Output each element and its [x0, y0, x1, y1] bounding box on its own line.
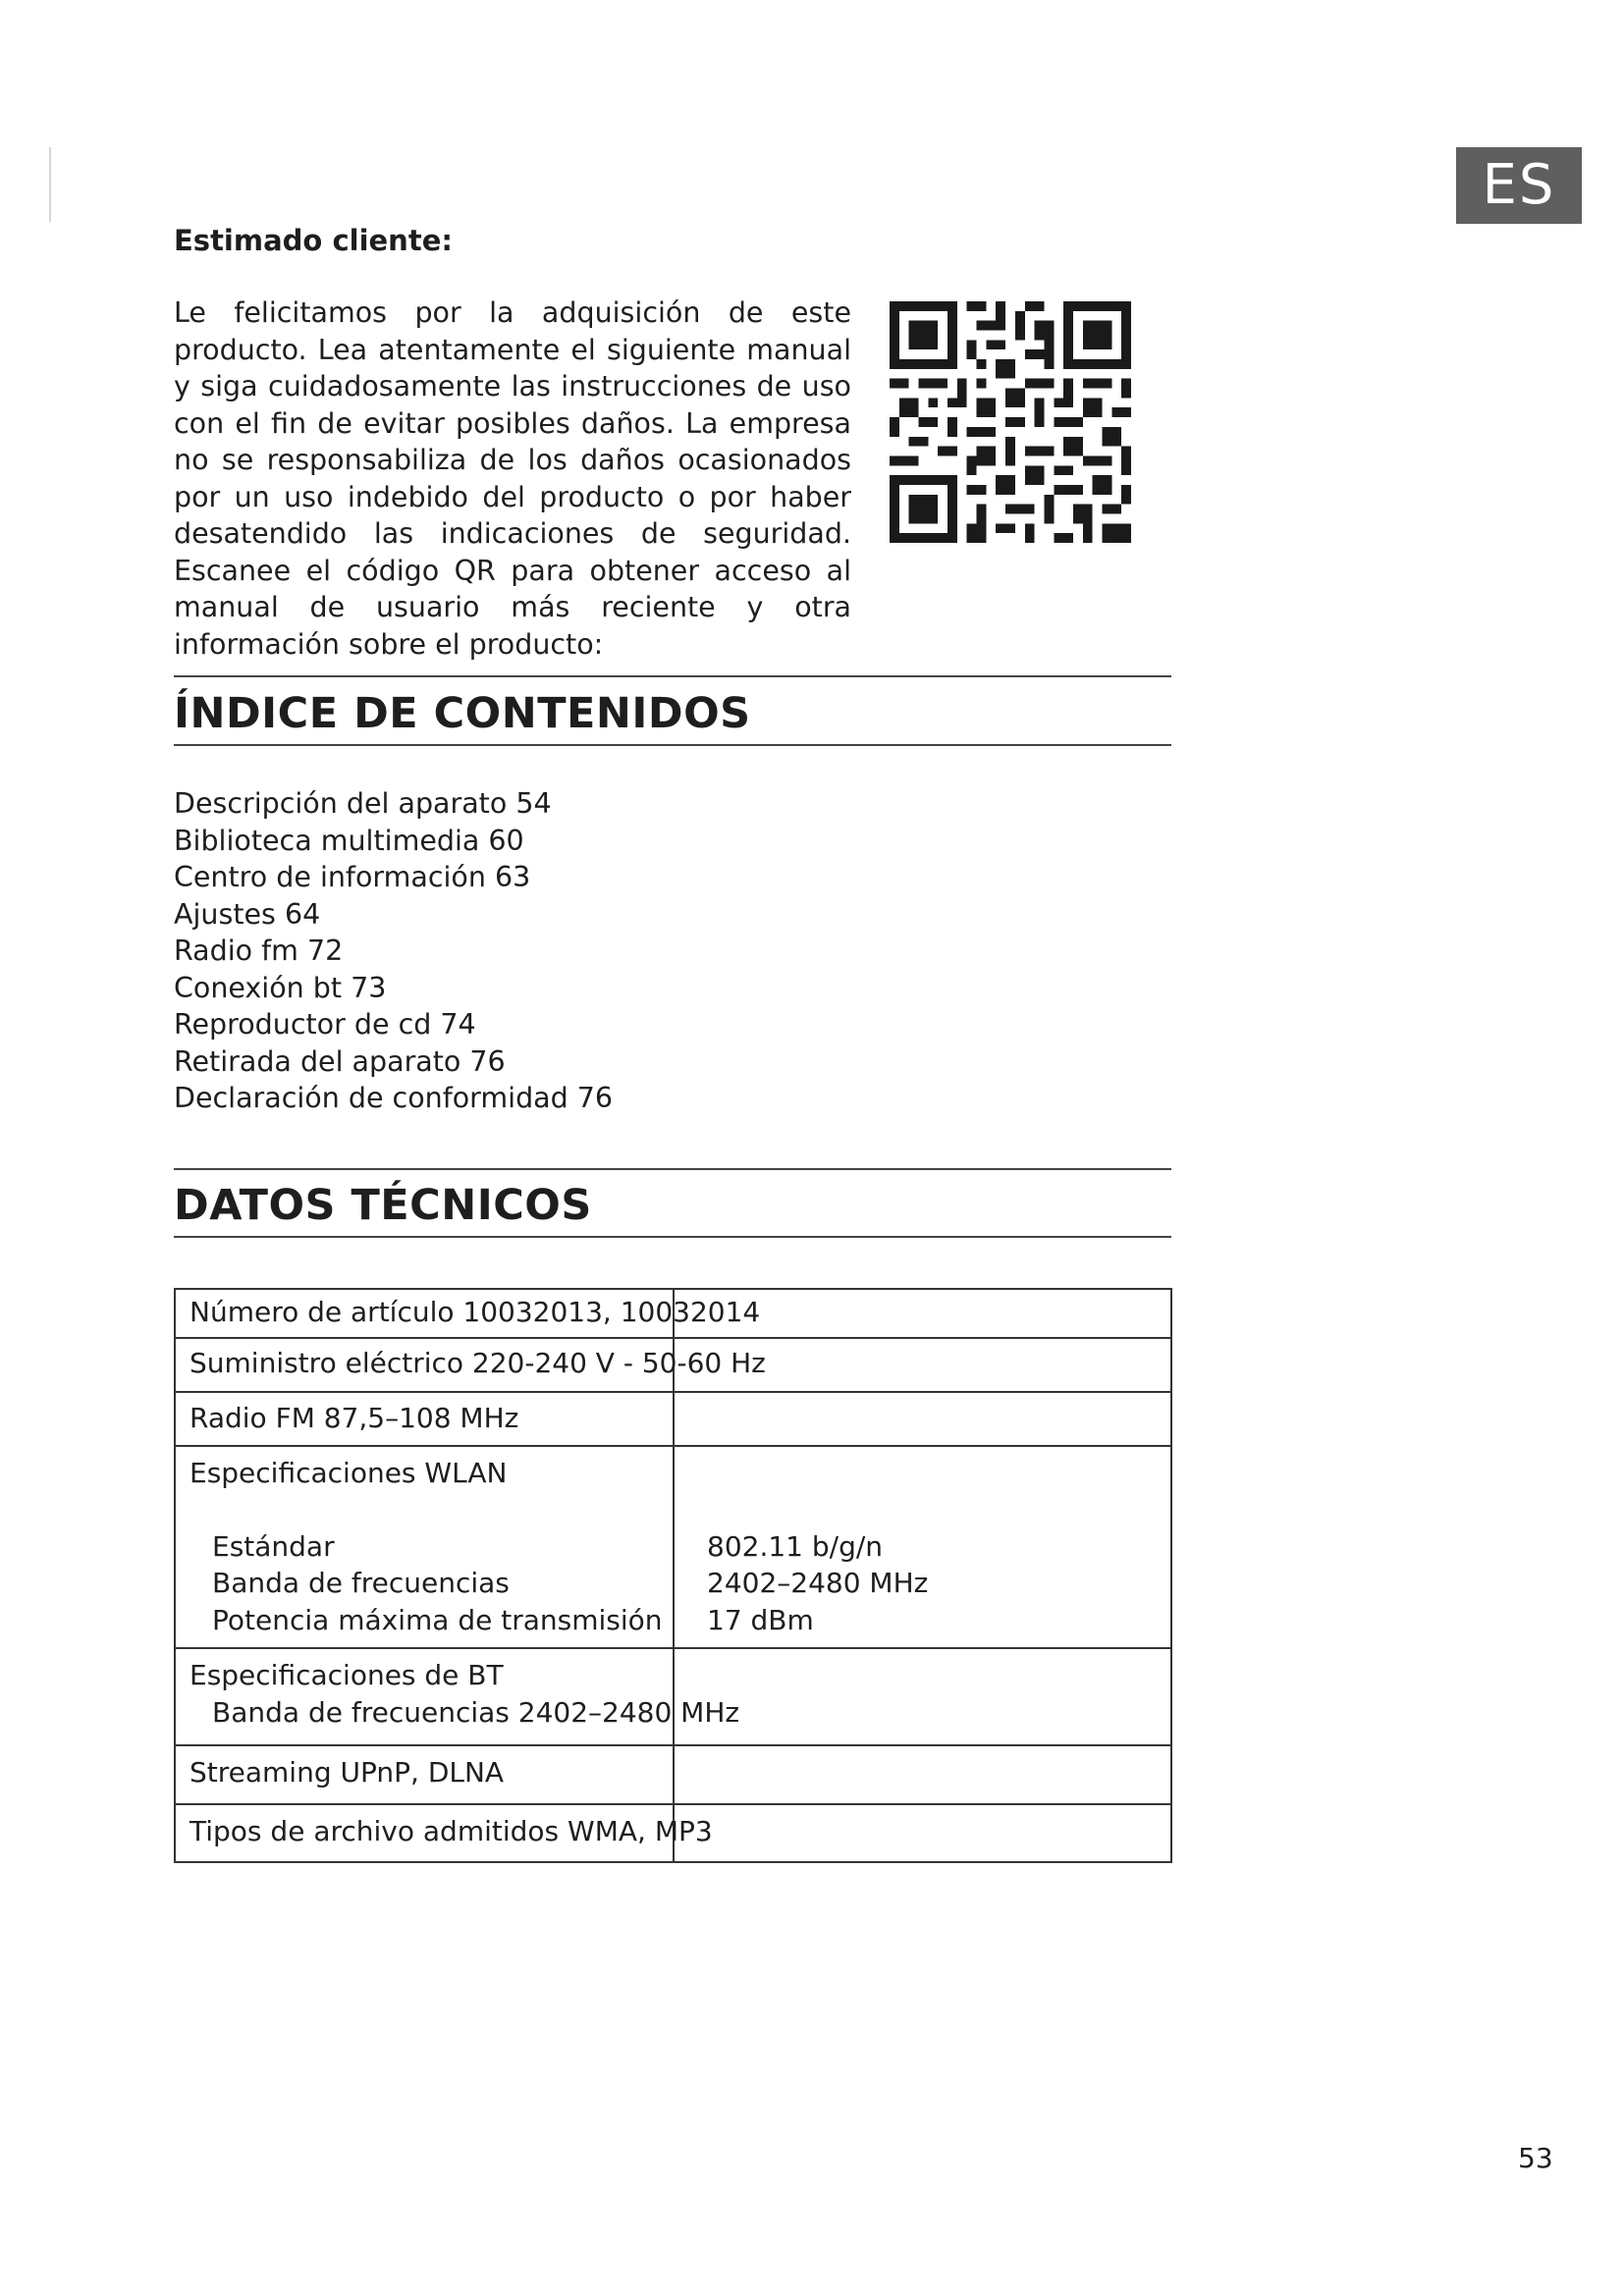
toc-bottom-rule [174, 744, 1171, 746]
spec-file-types: Tipos de archivo admitidos WMA, MP3 [189, 1815, 713, 1847]
spec-wlan-heading: Especificaciones WLAN [189, 1457, 508, 1489]
tech-bottom-rule [174, 1236, 1171, 1238]
spec-bt-band: Banda de frecuencias 2402–2480 MHz [212, 1696, 740, 1729]
row-separator [176, 1337, 1170, 1339]
toc-item: Retirada del aparato 76 [174, 1044, 506, 1078]
greeting: Estimado cliente: [174, 224, 453, 257]
toc-item: Biblioteca multimedia 60 [174, 824, 524, 857]
spec-streaming: Streaming UPnP, DLNA [189, 1756, 505, 1789]
row-separator [176, 1445, 1170, 1447]
tech-title: DATOS TÉCNICOS [174, 1181, 592, 1230]
toc-list [174, 785, 613, 1117]
spec-bt-heading: Especificaciones de BT [189, 1659, 504, 1691]
tech-specs-table [174, 1288, 1172, 1863]
spec-power-supply: Suministro eléctrico 220-240 V - 50-60 Hz [189, 1347, 766, 1379]
spec-wlan-power-label: Potencia máxima de transmisión [212, 1604, 663, 1636]
spec-wlan-standard-label: Estándar [212, 1530, 335, 1563]
toc-item: Descripción del aparato 54 [174, 787, 552, 820]
language-badge: ES [1456, 147, 1582, 224]
tech-top-rule [174, 1168, 1171, 1170]
spec-wlan-band-value: 2402–2480 MHz [707, 1567, 929, 1599]
qr-code [890, 301, 1131, 543]
toc-top-rule [174, 675, 1171, 677]
row-separator [176, 1744, 1170, 1746]
spec-wlan-standard-value: 802.11 b/g/n [707, 1530, 884, 1563]
row-separator [176, 1647, 1170, 1649]
margin-mark [49, 147, 51, 222]
row-separator [176, 1391, 1170, 1393]
toc-item: Declaración de conformidad 76 [174, 1082, 614, 1114]
row-separator [176, 1803, 1170, 1805]
toc-item: Conexión bt 73 [174, 971, 387, 1004]
toc-item: Ajustes 64 [174, 897, 321, 931]
toc-item: Centro de información 63 [174, 861, 531, 893]
page-number: 53 [1518, 2142, 1553, 2174]
spec-radio-fm: Radio FM 87,5–108 MHz [189, 1402, 519, 1434]
intro-paragraph: Le felicitamos por la adquisición de este producto. Lea atentamente el siguiente manual y siga cuidadosamente las instrucciones de uso con el fin de evitar posibles daños. La empresa no se responsabiliza de los daños ocasionados por un uso indebido del producto o por haber desatendido las indicaciones de seguridad. Escanee el código QR para obtener acceso al manual de usuario más reciente y otra información sobre el producto: [174, 296, 851, 661]
toc-title: ÍNDICE DE CONTENIDOS [174, 689, 751, 738]
spec-wlan-band-label: Banda de frecuencias [212, 1567, 510, 1599]
spec-wlan-power-value: 17 dBm [707, 1604, 814, 1636]
spec-article-number: Número de artículo 10032013, 10032014 [189, 1296, 761, 1328]
toc-item: Reproductor de cd 74 [174, 1008, 476, 1041]
toc-item: Radio fm 72 [174, 934, 344, 967]
